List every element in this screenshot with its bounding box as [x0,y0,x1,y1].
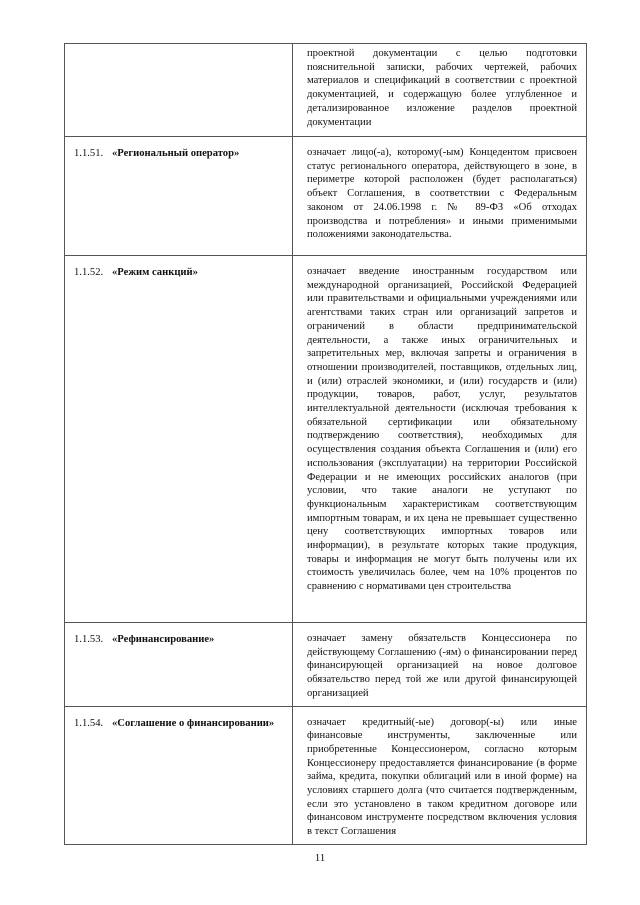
definition-cell [293,706,587,844]
table-row [65,256,587,623]
term-cell [65,137,293,256]
table-row [65,44,587,137]
table-row [65,137,587,256]
term-name: «Соглашение о финансировании» [112,717,275,729]
definition-cell [293,623,587,707]
definition-text: проектной документации с целью подготовки пояснительной записки, рабочих чертежей, рабочих материалов и спецификаций в соответствии с проектной документацией, и содержащую более углубленное и детализированное изложение разделов проектной документации [307,48,577,128]
term-number: 1.1.52. [74,267,104,278]
page-number: 11 [314,852,326,864]
term-number: 1.1.54. [74,717,104,729]
term-number: 1.1.53. [74,634,104,645]
definition-cell [293,137,587,256]
term-number: 1.1.51. [74,148,104,159]
term-cell [65,44,293,137]
definition-text: означает замену обязательств Концессионера по действующему Соглашению (-ям) о финансировании перед финансирующей организацией на новое долговое обязательство перед той же или другой финансирующей организацией [307,633,577,699]
definition-cell [293,44,587,137]
definition-text: означает введение иностранным государством или международной организацией, Российской Федерацией или правительствами и официальными учреждениями или агентствами таких стран или организаций запретов и ограничений в области предпринимательской деятельности, а также иных ограничительных и запретительных мер, включая запреты и ограничения в отношении производителей, поставщиков, отдельных лиц, и (или) отраслей экономики, и (или) государств и (или) продукции, товаров, работ, услуг, результатов интеллектуальной деятельности (исключая требования к обязательной сертификации или обязательному подтверждению соответствия), необходимых для осуществления создания объекта Соглашения и (или) его использования (эксплуатации) на территории Российской Федерации и не имеющих российских аналогов (при условии, что такие аналоги не уступают по функциональным характеристикам соответствующим импортным товарам, и их цена не превышает существенно цену соответствующих импортных товаров или информации), в результате которых такие продукция, товары и информация не могут быть получены или их стоимость увеличилась более, чем на 10% процентов по сравнению с нормативами цен строительства [307,266,577,593]
definitions-table [64,43,587,845]
definition-text: означает лицо(-а), которому(-ым) Концедентом присвоен статус регионального оператора, действующего в зоне, в периметре которой расположен (будет располагаться) объект Соглашения, в соответствии с Федеральным законом от 24.06.1998 г. № 89-ФЗ «Об отходах производства и потребления» и иными применимыми положениями законодательства. [307,147,577,241]
table-row [65,623,587,707]
term-cell [65,623,293,707]
term-name: «Рефинансирование» [112,634,215,645]
term-cell [65,256,293,623]
term-cell [65,706,293,844]
definition-text: означает кредитный(-ые) договор(-ы) или иные финансовые инструменты, заключенные или приобретенные Концессионером, согласно которым Концессионеру предоставляется финансирование (в форме займа, кредита, покупки облигаций или в иной форме) на условиях старшего долга (что считается подтвержденным, если это установлено в таком кредитном договоре или финансовом инструменте посредством включения условия в текст Соглашения [307,716,577,838]
table-row [65,706,587,844]
definition-cell [293,256,587,623]
term-name: «Региональный оператор» [112,148,240,159]
term-name: «Режим санкций» [112,267,198,278]
